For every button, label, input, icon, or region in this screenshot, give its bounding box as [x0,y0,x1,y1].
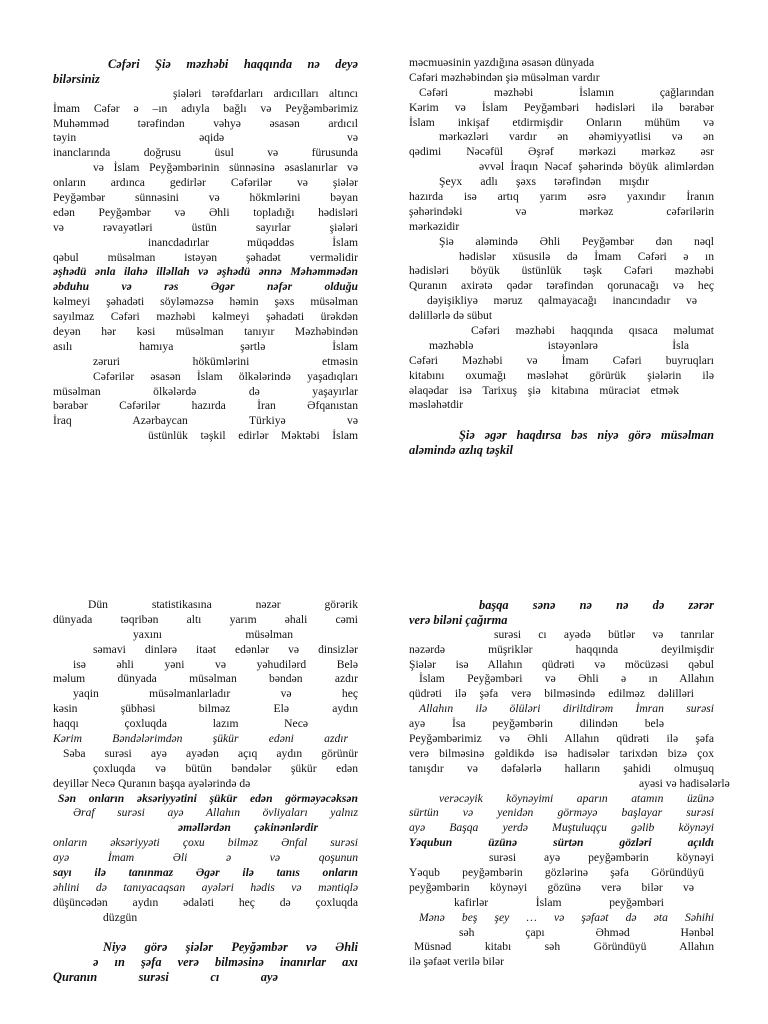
text-line: Əraf surəsi ayə Allahın övliyaları yalnız [73,806,358,820]
text-line: asılı hamıya şərtlə İslam [53,339,358,353]
text-line: düzgün [103,910,138,924]
heading-line: bilərsiniz [53,71,100,86]
text-line: surəsi cı ayədə bütlər və tanrılar [494,627,714,641]
heading-line: başqa sənə nə nə də zərər [479,598,714,612]
text-line: ilə şəfaət verilə bilər [409,955,504,969]
heading-line: Niyə görə şiələr Peyğəmbər və Əhli [103,940,358,955]
text-line: hədislər xüsusilə də İmam Cəfəri ə ın [459,249,714,263]
text-line: onların ardınca gedirlər Cəfərilər və şiələr [53,176,358,190]
text-line: nəzərdə müşriklər haqqında deyilmişdir [409,642,714,656]
text-line: qüdrəti ilə şəfa verə bilməsində edilməz dəlilləri [409,687,694,701]
heading-line: Cəfəri Şiə məzhəbi haqqında nə deyə [108,57,358,71]
text-line: məzhəblə istəyənlərə İsla [429,338,689,352]
text-line: ayə Başqa yerdə Muştuluqçu gəlib köynəyi [409,821,714,835]
text-line: dünyada təqribən altı yarım əhali cəmi [53,612,358,626]
text-line: sayılmaz Cəfəri məzhəbi kəlmeyi şəhadəti ürəkdən [53,310,358,324]
text-line: Şiələr isə Allahın qüdrəti və möcüzəsi qəbul [409,657,714,671]
text-line: verə bilməsinə gəldikdə isə hadisələr tarixdən bizə çox [409,746,714,760]
text-line: əhlini də tanıyacaqsan ayələri hədis və məntiqlə [53,880,358,894]
text-line: kafirlər İslam peyğəmbəri [454,895,664,909]
text-line: İraq Azərbaycan Türkiyə və [53,414,358,428]
text-line: kitabını oxumağı məsləhət görürük şiələrin ilə [409,368,714,382]
text-line: səh çapı Əhməd Hənbəl [459,925,714,939]
text-line: İslam inkişaf etdirmişdir Onların mühüm və [409,115,714,129]
text-line: Cəfəri məzhəbindən şiə müsəlman vardır [409,70,600,84]
text-line: zəruri hökümlərini etməsin [93,354,358,368]
text-line: yaqin müsəlmanlarladır və heç [73,687,358,701]
heading-line: Quranın surəsi cı ayə [53,970,278,985]
column-bottom-right [409,598,730,970]
text-line: deyillər Necə Quranın başqa ayələrində də [53,776,251,790]
text-line: isə əhli yəni və yəhudilərd Belə [73,657,358,671]
column-top-left [53,57,358,444]
text-line: sayı ilə tanınmaz Əgər ilə tanıs onların [53,866,358,880]
text-line: məcmuəsinin yazdığına əsasən dünyada [409,56,595,69]
text-line: və rəvayətləri üstün sayırlar şiələri [53,220,358,234]
text-line: yaxını müsəlman [133,627,293,641]
text-line: deyən hər kəsi müsəlman tanıyır Məzhəbindən [53,325,358,339]
text-line [53,926,358,941]
text-line: Şeyx adlı şəxs tərəfindən mışdır [439,175,649,189]
text-line: Peyğəmbər sünnəsini və hökmlərini bəyan [53,191,358,205]
text-line: surəsi ayə peyğəmbərin köynəyi [489,851,714,865]
text-line: edən Peyğəmbər və Əhli topladığı hədisləri [53,205,358,219]
text-line: Cəfəri Məzhəbi və İmam Cəfəri buyruqları [409,353,714,367]
text-line: Səba surəsi ayə ayədən açıq aydın görünür [63,746,358,760]
column-bottom-left [53,598,358,985]
text-line [409,413,714,428]
text-line: əlaqədar isə Tarixuş şiə kitabına müraciət etmək [409,383,679,397]
text-line: mərkəzləri vardır ən əhəmiyyətlisi və ən [439,130,714,144]
text-line: hazırda isə artıq yarım əsrə yaxındır İranın [409,190,714,204]
text-line: qəbul müsəlman istəyən şəhadət verməlidir [53,250,358,264]
text-line: müsəlman ölkələrdə də yaşayırlar [53,384,358,398]
text-line: kəsin şübhəsi bilməz Elə aydın [53,702,358,716]
text-line: onların əksəriyyəti çoxu bilməz Ənfal surəsi [53,836,358,850]
text-line: şiələri tərəfdarları ardıcılları altıncı [173,86,358,100]
text-line: ayəsi və hadisələrlə [639,776,730,790]
text-line: dəyişikliyə məruz qalmayacağı inancındadır və [427,294,697,308]
text-line: məsləhətdir [409,398,464,412]
text-line: verəcəyik köynəyimi aparın atamın üzünə [439,791,714,805]
text-line: inanclarında doğrusu üsul və fürusunda [53,146,358,160]
text-line: mərkəzidir [409,219,460,233]
text-line: ayə İmam Əli ə və qoşunun [53,851,358,865]
text-line: Kərim və İslam Peyğəmbəri hədisləri ilə bərabər [409,100,714,114]
text-line: İmam Cəfər ə –ın adıyla bağlı və Peyğəmbərimiz [53,101,358,115]
text-line: əməllərdən çəkinənlərdir [178,821,318,835]
text-line: əşhədü ənla ilahə illəllah və əşhədü ənnə Məhəmmədən [53,265,358,279]
text-line: çoxluqda və bütün bəndələr şükür edən [93,761,358,775]
text-line: təyin əqidə və [53,131,358,145]
text-line: Cəfəri məzhəbi İslamın çağlarından [419,85,714,99]
text-line: sürtün və yenidən görməyə başlayar surəsi [409,806,714,820]
text-line: peyğəmbərin köynəyi gözünə verə bilər və [409,880,694,894]
text-line: kəlmeyi şəhadəti söyləməzsə həmin şəxs müsəlman [53,295,358,309]
text-line: hədisləri böyük üstünlük təşk Cəfəri məzhəbi [409,264,714,278]
text-line: inancdadırlar müqəddəs İslam [148,235,358,249]
text-line: Muhəmməd tərəfindən vəhyə əsasən ardıcıl [53,116,358,130]
heading-line: verə biləni çağırma [409,612,508,627]
text-line: üstünlük təşkil edirlər Məktəbi İslam [148,429,358,443]
text-line: dəlillərlə də sübut [409,309,493,323]
text-line: Kərim Bəndələrimdən şükür edəni azdır [53,732,348,746]
text-line: Cəfəri məzhəbi haqqında qısaca məlumat [471,324,714,338]
text-line: tanışdır və dəfələrlə halların şahidi olmuşuq [409,761,714,775]
text-line: Allahın ilə ölüləri diriltdirəm İmran surəsi [419,702,714,716]
text-line: Dün statistikasına nəzər görərik [88,598,358,611]
text-line: düşüncədən aydın ədaləti heç də çoxluqda [53,895,358,909]
heading-line: ə ın şəfa verə bilməsinə inanırlar axı [93,955,358,970]
heading-line: aləmində azlıq təşkil [409,443,513,458]
text-line: Quranın axirətə qədər tərəfindən qorunacağı və heç [409,279,714,293]
text-line: haqqı çoxluqda lazım Necə [53,717,308,731]
text-line: Müsnəd kitabı səh Göründüyü Allahın [414,940,714,954]
text-line: Şiə aləmində Əhli Peyğəmbər dən nəql [439,234,714,248]
text-line: və İslam Peyğəmbərinin sünnəsinə əsaslanırlar və [93,161,358,175]
text-line: Cəfərilər əsasən İslam ölkələrində yaşadıqları [93,369,358,383]
text-line: Yəqub peyğəmbərin gözlərinə şəfa Göründüyü [409,866,704,880]
text-line: Sən onların əksəriyyətini şükür edən görməyəcəksən [58,791,358,805]
text-line: şəhərindəki və mərkəz cəfərilərin [409,204,714,218]
text-line: bərabər Cəfərilər hazırda İran Əfqanıstan [53,399,358,413]
text-line: məlum dünyada müsəlman bəndən azdır [53,672,358,686]
text-line: Yəqubun üzünə sürtən gözləri açıldı [409,836,714,850]
text-line: ayə İsa peyğəmbərin dilindən belə [409,717,664,731]
text-line: İslam Peyğəmbəri və Əhli ə ın Allahın [419,672,714,686]
heading-line: Şiə əgər haqdırsa bəs niyə görə müsəlman [459,428,714,443]
text-line: əvvəl İraqın Nəcəf şəhərində böyük alimlərdən [479,160,714,174]
text-line: Mənə beş şey … və şəfaət də əta Səhihi [419,910,714,924]
text-line: Peyğəmbərimiz və Əhli Allahın qüdrəti ilə şəfa [409,732,714,746]
text-line: əbduhu və rəs Əgər nəfər olduğu [53,280,358,294]
text-line: səmavi dinlərə itaət edənlər və dinsizlər [93,642,358,656]
column-top-right [409,56,714,458]
text-line: qədimi Nəcəfül Əşrəf mərkəzi mərkəz əsr [409,145,714,159]
